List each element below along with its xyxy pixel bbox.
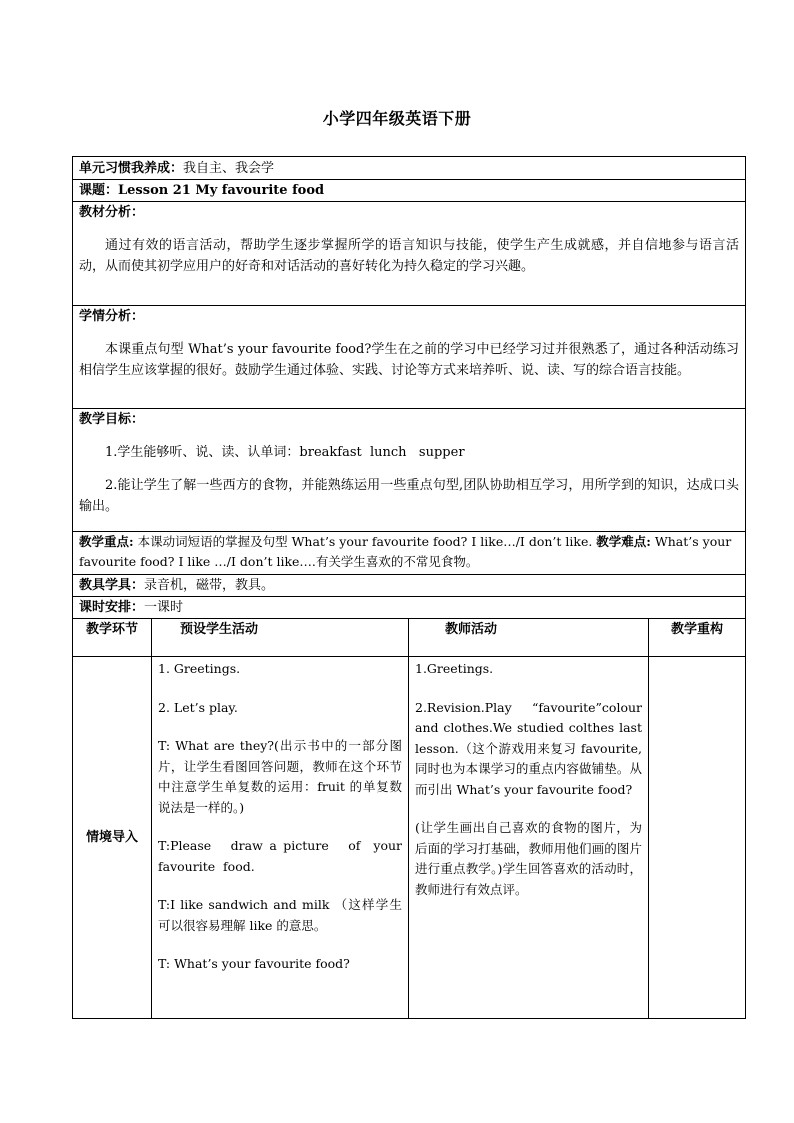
focus-text: 本课动词短语的掌握及句型 What’s your favourite food? I like…/I don’t like. — [133, 534, 597, 549]
teacher-activities-cell — [409, 657, 649, 1019]
teacher-activity-2: 2.Revision.Play “favourite”colour and clothes.We studied colthes last lesson.（这个游戏用来复习 favourite, 同时也为本课学习的重点内容做铺垫。从而引出 What’s your favourite food? — [415, 699, 642, 797]
lesson-plan-table — [72, 156, 746, 1019]
difficulty-text: What’s your favourite food? I like …/I don’t like….有关学生喜欢的不常见食物。 — [79, 534, 732, 569]
difficulty-label: 教学难点: — [596, 534, 651, 549]
student-activity-3: T: What are they?(出示书中的一部分图片，让学生看图回答问题，教师在这个环节中注意学生单复数的运用：fruit 的单复数说法是一样的。) — [158, 738, 402, 815]
header-teacher-activity: 教师活动 — [409, 619, 649, 657]
habit-value: 我自主、我会学 — [183, 160, 275, 176]
student-activity-6: T: What’s your favourite food? — [158, 956, 350, 971]
student-activity-5: T:I like sandwich and milk （这样学生可以很容易理解 like 的意思。 — [158, 897, 402, 933]
activity-row — [73, 657, 746, 1019]
header-stage: 教学环节 — [73, 619, 152, 657]
goal-item-2: 2.能让学生了解一些西方的食物，并能熟练运用一些重点句型,团队协助相互学习，用所学到的知识，达成口头输出。 — [79, 478, 740, 514]
material-text: 通过有效的语言活动，帮助学生逐步掌握所学的语言知识与技能，使学生产生成就感，并自信地参与语言活动，从而使其初学应用户的好奇和对话活动的喜好转化为持久稳定的学习兴趣。 — [79, 238, 740, 274]
lesson-label: 课题： — [79, 183, 119, 198]
goals-label: 教学目标： — [79, 412, 145, 427]
student-activities-cell — [152, 657, 409, 1019]
student-activity-2: 2. Let’s play. — [158, 699, 238, 715]
page-title: 小学四年级英语下册 — [322, 109, 472, 128]
activity-header-row — [73, 619, 746, 657]
student-activity-4: T:Please draw a picture of your favourite food. — [158, 838, 406, 874]
reconstruction-cell — [649, 657, 746, 1019]
schedule-label: 课时安排： — [79, 600, 145, 615]
header-reconstruction: 教学重构 — [649, 619, 746, 657]
students-text: 本课重点句型 What’s your favourite food?学生在之前的学习中已经学习过并很熟悉了，通过各种活动练习相信学生应该掌握的很好。鼓励学生通过体验、实践、讨论等方式来培养听、说、读、写的综合语言技能。 — [79, 342, 740, 378]
students-row — [73, 306, 746, 409]
students-label: 学情分析： — [79, 309, 145, 324]
schedule-value: 一课时 — [144, 600, 184, 615]
focus-row — [73, 532, 746, 575]
tools-label: 教具学具： — [79, 578, 145, 593]
header-student-activity: 预设学生活动 — [152, 619, 409, 657]
teacher-activity-1: 1.Greetings. — [415, 661, 494, 676]
focus-label: 教学重点: — [79, 534, 134, 549]
stage-cell: 情境导入 — [73, 657, 152, 1019]
schedule-row — [73, 597, 746, 619]
goal-item-1: 1.学生能够听、说、读、认单词：breakfast lunch supper — [105, 445, 465, 460]
student-activity-1: 1. Greetings. — [158, 661, 241, 676]
lesson-title: Lesson 21 My favourite food — [118, 183, 325, 198]
teacher-activity-3: (让学生画出自己喜欢的食物的图片，为后面的学习打基础，教师用他们画的图片进行重点教学。)学生回答喜欢的活动时，教师进行有效点评。 — [415, 820, 642, 897]
tools-row — [73, 575, 746, 597]
material-row — [73, 202, 746, 306]
tools-value: 录音机，磁带，教具。 — [144, 578, 275, 593]
habit-label: 单元习惯我养成： — [79, 160, 184, 176]
lesson-row — [73, 180, 746, 202]
material-label: 教材分析： — [79, 205, 145, 220]
habit-row — [73, 157, 746, 180]
goals-row — [73, 409, 746, 532]
